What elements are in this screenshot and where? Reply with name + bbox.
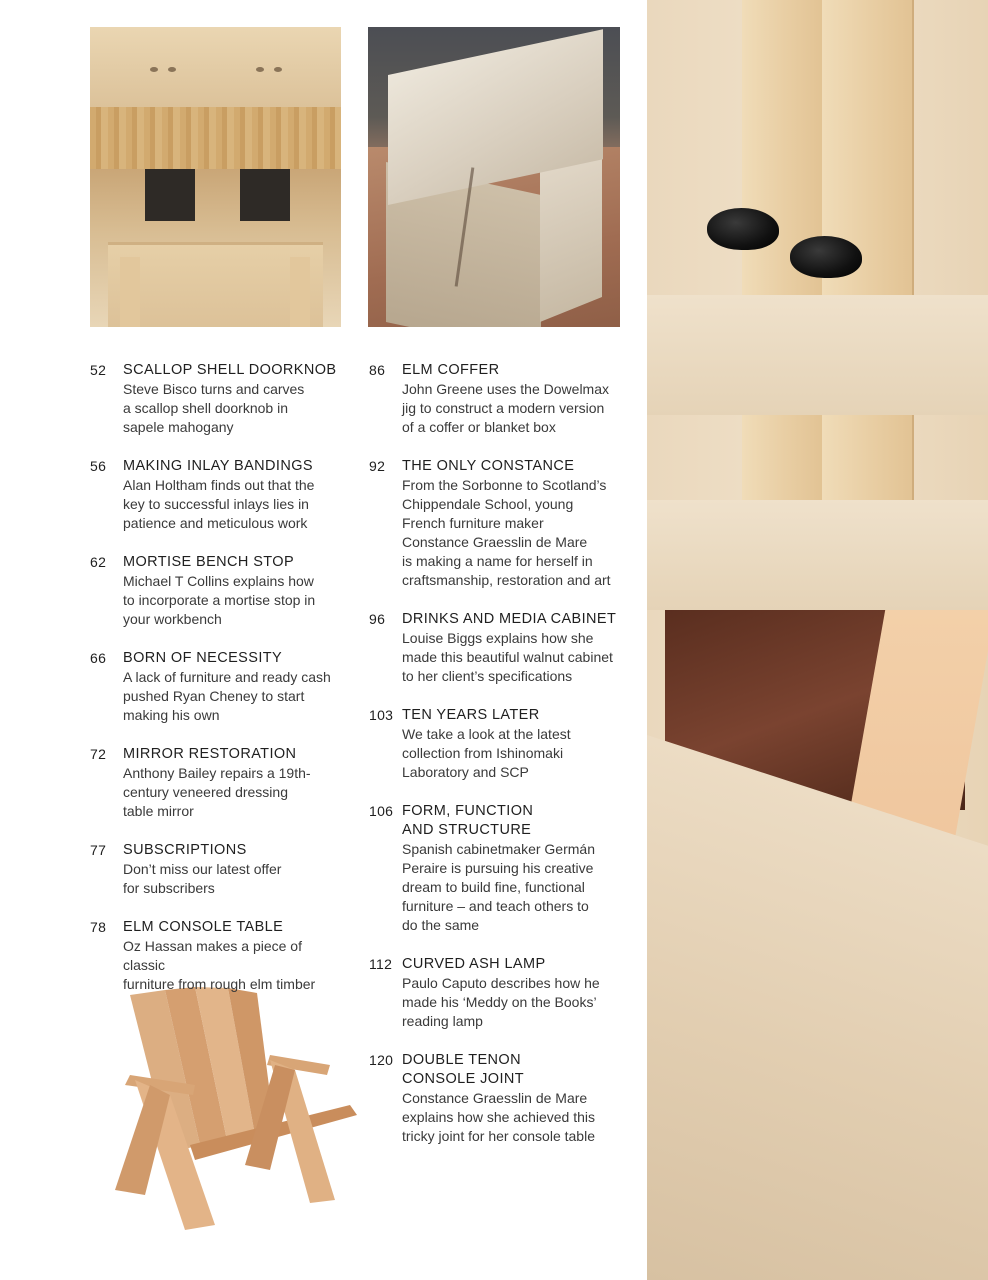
page-number: 96 (369, 611, 386, 627)
page-number: 120 (369, 1052, 394, 1068)
cabinet-door-drawer-photo (647, 0, 988, 1280)
article-description: Alan Holtham finds out that the key to successful inlays lies in patience and meticulous work (123, 477, 315, 531)
article-title: TEN YEARS LATER (402, 707, 540, 723)
toc-left-column (90, 361, 345, 1014)
article-title: MORTISE BENCH STOP (123, 554, 295, 570)
article-description: Anthony Bailey repairs a 19th- century veneered dressing table mirror (123, 765, 311, 819)
elm-console-table-photo (90, 27, 341, 327)
knob-icon (707, 208, 779, 250)
toc-entry[interactable] (369, 610, 631, 686)
toc-right-column (369, 361, 631, 1166)
article-title: FORM, FUNCTION AND STRUCTURE (402, 803, 534, 838)
page-number: 106 (369, 803, 394, 819)
article-description: A lack of furniture and ready cash pushed Ryan Cheney to start making his own (123, 669, 331, 723)
page-number: 72 (90, 746, 107, 762)
article-description: Don’t miss our latest offer for subscribers (123, 861, 282, 896)
toc-entry[interactable] (90, 457, 345, 533)
toc-entry[interactable] (369, 1051, 631, 1146)
article-description: Constance Graesslin de Mare explains how she achieved this tricky joint for her console table (402, 1090, 596, 1144)
toc-entry[interactable] (369, 802, 631, 935)
article-title: SCALLOP SHELL DOORKNOB (123, 362, 337, 378)
article-description: Paulo Caputo describes how he made his ‘Meddy on the Books’ reading lamp (402, 975, 600, 1029)
toc-entry[interactable] (90, 745, 345, 821)
knob-icon (790, 236, 862, 278)
article-description: John Greene uses the Dowelmax jig to construct a modern version of a coffer or blanket box (402, 381, 609, 435)
toc-entry[interactable] (369, 361, 631, 437)
toc-entry[interactable] (90, 361, 345, 437)
toc-entry[interactable] (369, 955, 631, 1031)
article-title: BORN OF NECESSITY (123, 650, 283, 666)
article-title: DOUBLE TENON CONSOLE JOINT (402, 1052, 525, 1087)
page-number: 66 (90, 650, 107, 666)
article-description: Louise Biggs explains how she made this beautiful walnut cabinet to her client’s specifications (402, 630, 613, 684)
page-number: 78 (90, 919, 107, 935)
article-description: Oz Hassan makes a piece of classic furniture from rough elm timber (123, 938, 316, 992)
article-description: From the Sorbonne to Scotland’s Chippendale School, young French furniture maker Constance Graesslin de Mare is making a name for herself in craftsmanship, restoration and art (402, 477, 611, 588)
toc-entry[interactable] (369, 457, 631, 590)
article-description: Spanish cabinetmaker Germán Peraire is pursuing his creative dream to build fine, functional furniture – and teach others to do the same (402, 841, 595, 933)
article-title: DRINKS AND MEDIA CABINET (402, 611, 617, 627)
toc-entry[interactable] (90, 553, 345, 629)
page-number: 112 (369, 956, 393, 972)
page-number: 103 (369, 707, 394, 723)
article-title: ELM COFFER (402, 362, 500, 378)
page-number: 62 (90, 554, 107, 570)
article-description: Steve Bisco turns and carves a scallop shell doorknob in sapele mahogany (123, 381, 305, 435)
page-number: 86 (369, 362, 386, 378)
article-description: We take a look at the latest collection from Ishinomaki Laboratory and SCP (402, 726, 571, 780)
article-description: Michael T Collins explains how to incorporate a mortise stop in your workbench (123, 573, 316, 627)
toc-entry[interactable] (90, 841, 345, 898)
page-number: 77 (90, 842, 107, 858)
article-title: THE ONLY CONSTANCE (402, 458, 575, 474)
article-title: MAKING INLAY BANDINGS (123, 458, 313, 474)
chair-photo (95, 985, 360, 1235)
article-title: MIRROR RESTORATION (123, 746, 297, 762)
article-title: SUBSCRIPTIONS (123, 842, 247, 858)
page-number: 52 (90, 362, 107, 378)
toc-entry[interactable] (90, 918, 345, 994)
page-number: 56 (90, 458, 107, 474)
toc-entry[interactable] (90, 649, 345, 725)
elm-coffer-photo (368, 27, 620, 327)
article-title: ELM CONSOLE TABLE (123, 919, 284, 935)
page-number: 92 (369, 458, 386, 474)
toc-entry[interactable] (369, 706, 631, 782)
article-title: CURVED ASH LAMP (402, 956, 546, 972)
